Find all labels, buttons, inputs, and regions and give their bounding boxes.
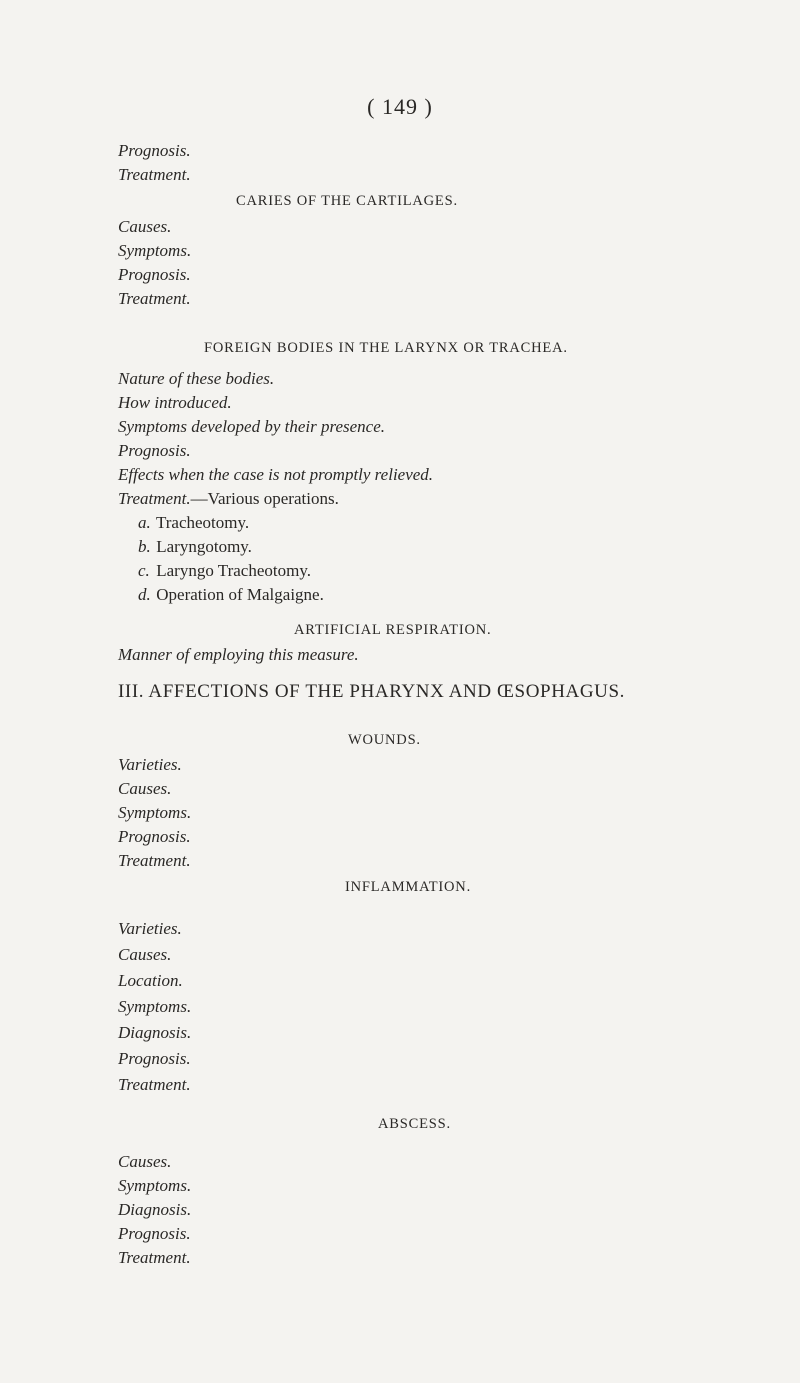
operation-text: Laryngotomy. xyxy=(156,537,252,556)
prognosis-treatment-list xyxy=(118,139,191,187)
list-item: Prognosis. xyxy=(118,1224,191,1243)
section-heading: III. AFFECTIONS OF THE PHARYNX AND ŒSOPHAGUS. xyxy=(118,681,626,702)
list-item: Causes. xyxy=(118,779,172,798)
list-item: Varieties. xyxy=(118,755,182,774)
list-item: Prognosis. xyxy=(118,827,191,846)
list-item: Prognosis. xyxy=(118,265,191,284)
wounds-list xyxy=(118,753,191,873)
list-item: Symptoms. xyxy=(118,803,192,822)
list-item: Varieties. xyxy=(118,919,182,938)
operation-item xyxy=(138,535,324,559)
artificial-respiration-heading: ARTIFICIAL RESPIRATION. xyxy=(294,622,492,638)
list-item: Causes. xyxy=(118,945,172,964)
inflammation-list xyxy=(118,916,191,1098)
inflammation-heading: INFLAMMATION. xyxy=(345,879,471,895)
foreign-bodies-list xyxy=(118,367,433,511)
list-item: Effects when the case is not promptly relieved. xyxy=(118,465,434,484)
list-item: Prognosis. xyxy=(118,441,191,460)
artificial-respiration-item: Manner of employing this measure. xyxy=(118,645,359,664)
operation-text: Laryngo Tracheotomy. xyxy=(156,561,311,580)
page-number: ( 149 ) xyxy=(367,94,433,119)
wounds-heading: WOUNDS. xyxy=(348,732,421,748)
list-item: Symptoms. xyxy=(118,1176,192,1195)
list-item: Symptoms. xyxy=(118,241,192,260)
list-item: Treatment. xyxy=(118,165,191,184)
treatment-label: Treatment. xyxy=(118,489,191,508)
caries-list xyxy=(118,215,191,311)
list-item: Symptoms. xyxy=(118,997,192,1016)
operation-letter: b. xyxy=(138,537,151,556)
operation-letter: d. xyxy=(138,585,151,604)
abscess-list xyxy=(118,1150,191,1270)
operation-item xyxy=(138,583,324,607)
list-item: Symptoms developed by their presence. xyxy=(118,417,386,436)
list-item: Prognosis. xyxy=(118,1049,191,1068)
list-item: How introduced. xyxy=(118,393,232,412)
list-item: Causes. xyxy=(118,1152,172,1171)
list-item: Prognosis. xyxy=(118,141,191,160)
caries-heading: CARIES OF THE CARTILAGES. xyxy=(236,193,458,209)
list-item: Treatment. xyxy=(118,289,191,308)
list-item: Treatment. xyxy=(118,1248,191,1267)
operation-text: Operation of Malgaigne. xyxy=(156,585,324,604)
list-item: Causes. xyxy=(118,217,172,236)
operations-list xyxy=(138,511,324,607)
list-item: Nature of these bodies. xyxy=(118,369,275,388)
list-item: Treatment. xyxy=(118,851,191,870)
abscess-heading: ABSCESS. xyxy=(378,1116,451,1132)
treatment-text: —Various operations. xyxy=(190,489,339,508)
list-item: Location. xyxy=(118,971,183,990)
foreign-bodies-heading: FOREIGN BODIES IN THE LARYNX OR TRACHEA. xyxy=(204,340,568,356)
list-item: Diagnosis. xyxy=(118,1200,192,1219)
operation-letter: c. xyxy=(138,561,150,580)
treatment-line xyxy=(118,487,433,511)
operation-item xyxy=(138,511,324,535)
operation-item xyxy=(138,559,324,583)
operation-letter: a. xyxy=(138,513,151,532)
operation-text: Tracheotomy. xyxy=(155,513,250,532)
list-item: Diagnosis. xyxy=(118,1023,192,1042)
list-item: Treatment. xyxy=(118,1075,191,1094)
